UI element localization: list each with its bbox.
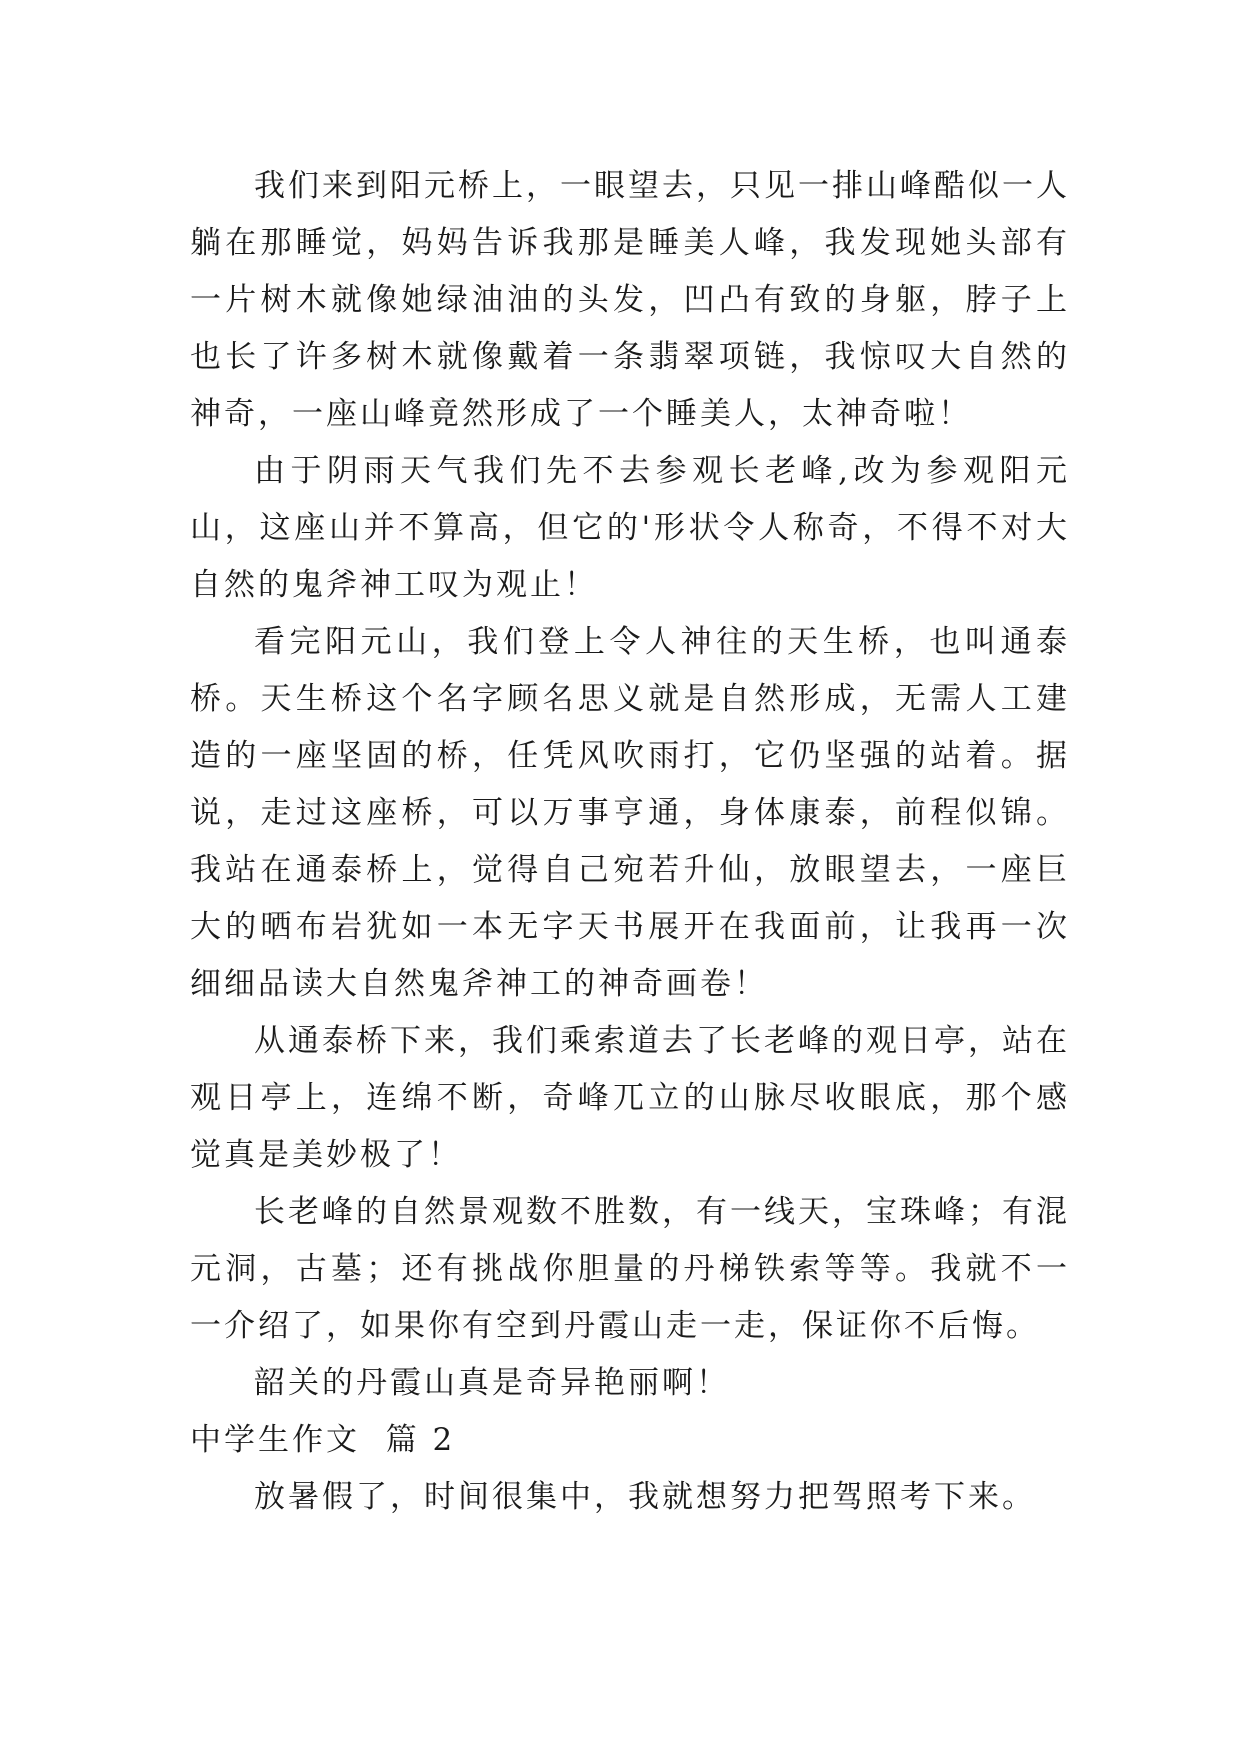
paragraph: 由于阴雨天气我们先不去参观长老峰,改为参观阳元山，这座山并不算高，但它的'形状令人称奇，不得不对大自然的鬼斧神工叹为观止！	[190, 453, 1070, 603]
paragraph: 从通泰桥下来，我们乘索道去了长老峰的观日亭，站在观日亭上，连绵不断，奇峰兀立的山脉尽收眼底，那个感觉真是美妙极了！	[190, 1023, 1070, 1173]
paragraph: 韶关的丹霞山真是奇异艳丽啊！	[254, 1365, 730, 1401]
paragraph: 放暑假了，时间很集中，我就想努力把驾照考下来。	[254, 1479, 1036, 1515]
paragraph: 看完阳元山，我们登上令人神往的天生桥，也叫通泰桥。天生桥这个名字顾名思义就是自然形成，无需人工建造的一座坚固的桥，任凭风吹雨打，它仍坚强的站着。据说，走过这座桥，可以万事亨通，身体康泰，前程似锦。我站在通泰桥上，觉得自己宛若升仙，放眼望去，一座巨大的晒布岩犹如一本无字天书展开在我面前，让我再一次细细品读大自然鬼斧神工的神奇画卷！	[190, 624, 1070, 1002]
paragraph: 我们来到阳元桥上，一眼望去，只见一排山峰酷似一人躺在那睡觉，妈妈告诉我那是睡美人峰，我发现她头部有一片树木就像她绿油油的头发，凹凸有致的身躯，脖子上也长了许多树木就像戴着一条翡翠项链，我惊叹大自然的神奇，一座山峰竟然形成了一个睡美人，太神奇啦！	[190, 168, 1070, 432]
document-body	[190, 158, 1070, 1526]
paragraph: 长老峰的自然景观数不胜数，有一线天，宝珠峰；有混元洞，古墓；还有挑战你胆量的丹梯铁索等等。我就不一一介绍了，如果你有空到丹霞山走一走，保证你不后悔。	[190, 1194, 1070, 1344]
section-heading: 中学生作文 篇 2	[190, 1422, 456, 1458]
